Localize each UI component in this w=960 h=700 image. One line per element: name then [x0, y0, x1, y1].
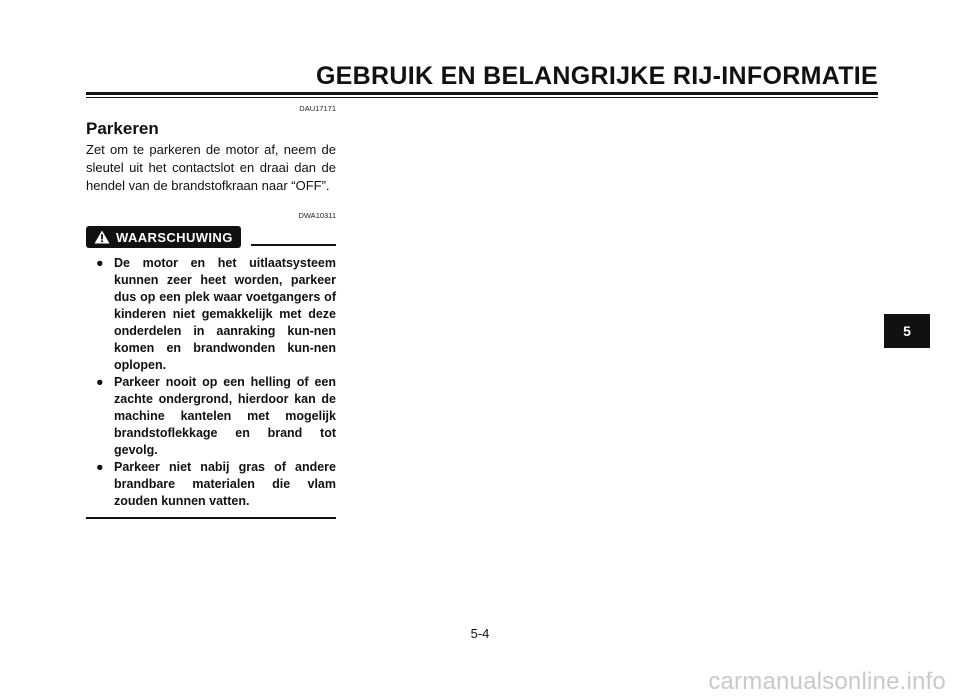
warning-item-text: Parkeer niet nabij gras of andere brandbare materialen die vlam zouden kunnen vatten.: [114, 460, 336, 508]
bullet: ●: [96, 375, 104, 389]
warning-header: [86, 226, 336, 248]
warning-label: WAARSCHUWING: [116, 229, 233, 245]
warning-item-text: De motor en het uitlaatsysteem kunnen zeer heet worden, parkeer dus op een plek waar voetgangers of kinderen niet gemakkelijk met deze onderdelen in aanraking kun-nen komen en brandwonden kun-nen oplopen.: [114, 256, 336, 372]
section-title: Parkeren: [86, 119, 159, 138]
warning-item-text: Parkeer nooit op een helling of een zachte ondergrond, hierdoor kan de machine kantelen met mogelijk brandstoflekkage en brand tot gevolg.: [114, 375, 336, 457]
bullet: ●: [96, 460, 104, 474]
content-column: [86, 104, 336, 519]
section-code: DAU17171: [299, 104, 336, 113]
page-number: 5-4: [470, 626, 490, 641]
warning-list: [86, 255, 336, 510]
warning-code: DWA10311: [298, 211, 336, 220]
chapter-title: GEBRUIK EN BELANGRIJKE RIJ-INFORMATIE: [315, 62, 878, 90]
warning-bottom-rule: [86, 517, 336, 519]
bullet: ●: [96, 256, 104, 270]
warning-triangle-icon: [94, 230, 110, 244]
list-item: [86, 459, 336, 510]
section-body: Zet om te parkeren de motor af, neem de sleutel uit het contactslot en draai dan de hendel van de brandstofkraan naar “OFF”.: [86, 142, 336, 193]
warning-badge: [86, 226, 241, 248]
watermark: carmanualsonline.info: [708, 668, 946, 695]
header-rule-thin: [86, 97, 878, 98]
list-item: [86, 255, 336, 374]
header-rule: [86, 92, 878, 95]
list-item: [86, 374, 336, 459]
warning-rule: [251, 244, 336, 246]
chapter-tab: 5: [884, 314, 930, 348]
